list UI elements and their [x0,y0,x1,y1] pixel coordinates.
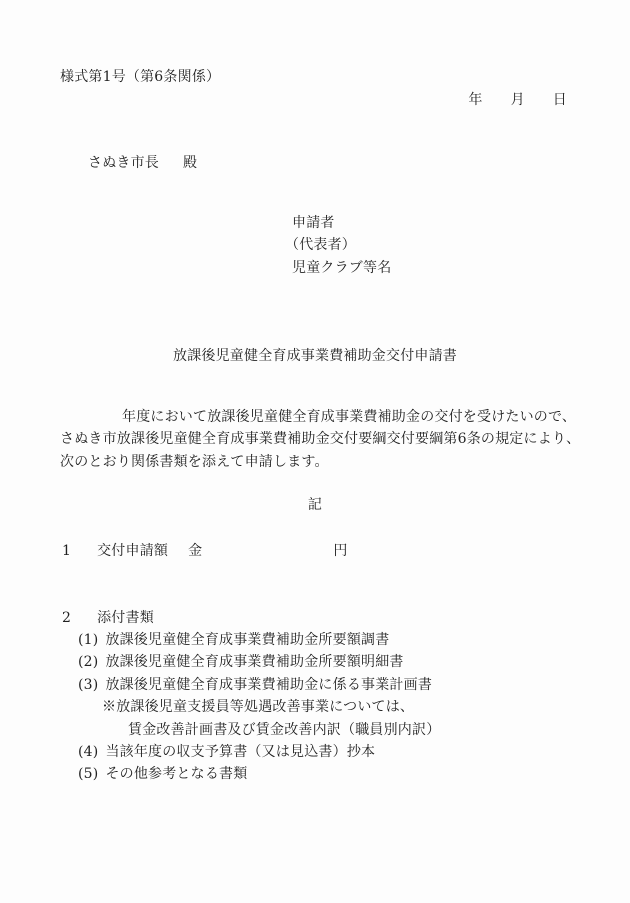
item2-number: 2 [62,610,72,626]
attachment-5-text: その他参考となる書類 [105,766,248,783]
form-number: 様式第1号（第6条関係） [60,69,221,85]
item1-label: 交付申請額 [97,543,169,559]
body-paragraph [60,406,580,473]
item-attached-documents [62,607,154,627]
addressee-honorific: 殿 [183,155,198,171]
attachment-4-text: 当該年度の収支予算書（又は見込書）抄本 [105,744,376,761]
attachment-2-text: 放課後児童健全育成事業費補助金所要額明細書 [105,654,404,671]
addressee-name: さぬき市長 [88,155,159,171]
attachment-note-line-2: 賃金改善計画書及び賃金改善内訳（職員別内訳） [128,721,441,738]
date-year-label: 年 [468,92,483,108]
attachment-item-3 [78,674,440,696]
date-month-label: 月 [510,92,525,108]
attachment-note-line-1: ※放課後児童支援員等処遇改善事業については、 [102,699,415,716]
club-name-label: 児童クラブ等名 [292,259,392,276]
attachment-1-number: (1) [78,632,99,648]
date-line [468,89,567,109]
attachment-item-5 [78,763,440,785]
attachment-2-number: (2) [78,654,99,671]
addressee-line [88,152,197,172]
attachments-list [78,629,440,786]
document-title: 放課後児童健全育成事業費補助金交付申請書 [173,348,457,364]
item-application-amount [62,540,348,560]
attachment-5-number: (5) [78,766,99,783]
date-day-label: 日 [552,92,567,108]
item1-currency-prefix: 金 [188,543,203,559]
attachment-item-1 [78,629,440,651]
item2-label: 添付書類 [97,610,154,626]
attachment-item-2 [78,651,440,673]
body-line-3: 次のとおり関係書類を添えて申請します。 [60,453,329,470]
attachment-item-4 [78,741,440,763]
attachment-4-number: (4) [78,744,99,761]
record-marker: 記 [307,497,323,513]
item1-yen-unit: 円 [333,543,348,559]
applicant-block [285,212,391,279]
applicant-label: 申請者 [292,215,335,231]
representative-label: （代表者） [285,237,356,254]
attachment-3-text: 放課後児童健全育成事業費補助金に係る事業計画書 [105,676,433,693]
attachment-3-number: (3) [78,676,99,693]
item1-number: 1 [62,543,72,559]
body-line-2: さぬき市放課後児童健全育成事業費補助金交付要綱交付要綱第6条の規定により、 [60,431,581,448]
attachment-1-text: 放課後児童健全育成事業費補助金所要額調書 [105,632,390,648]
body-line-1: 年度において放課後児童健全育成事業費補助金の交付を受けたいので、 [122,409,577,425]
